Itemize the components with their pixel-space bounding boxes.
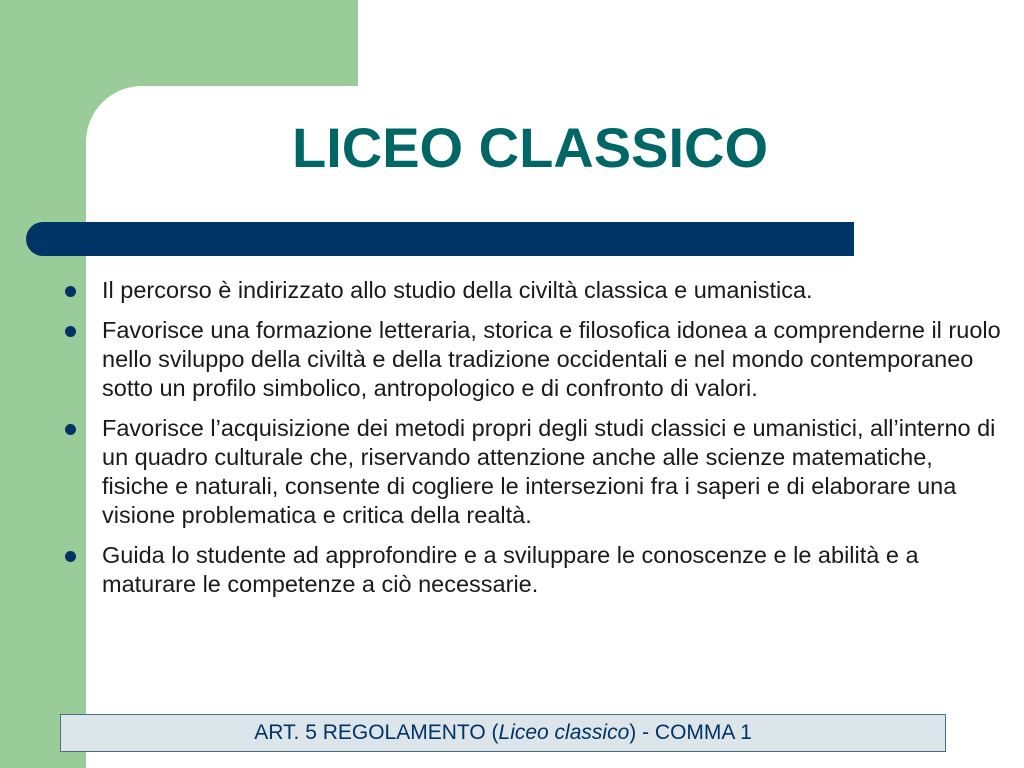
bullet-text: Il percorso è indirizzato allo studio della civiltà classica e umanistica. bbox=[102, 277, 813, 303]
bullet-text: Guida lo studente ad approfondire e a sviluppare le conoscenze e le abilità e a maturare le competenze a ciò necessarie. bbox=[102, 542, 919, 597]
bullet-icon bbox=[65, 424, 76, 435]
bullet-text: Favorisce una formazione letteraria, storica e filosofica idonea a comprenderne il ruolo nello sviluppo della civiltà e della tradizione occidentali e nel mondo contemporaneo sotto un profilo simbolico, antropologico e di confronto di valori. bbox=[102, 317, 1001, 401]
title-underline-bar bbox=[26, 222, 854, 256]
bullet-list bbox=[62, 276, 1002, 610]
bullet-text: Favorisce l’acquisizione dei metodi propri degli studi classici e umanistici, all’interno di un quadro culturale che, riservando attenzione anche alle scienze matematiche, fisiche e naturali, consente di cogliere le intersezioni fra i saperi e di elaborare una visione problematica e critica della realtà. bbox=[102, 415, 996, 528]
footer-suffix: ) - COMMA 1 bbox=[629, 721, 752, 744]
bullet-icon bbox=[65, 551, 76, 562]
bullet-icon bbox=[65, 326, 76, 337]
footer-prefix: ART. 5 REGOLAMENTO ( bbox=[254, 721, 499, 744]
footer-italic: Liceo classico bbox=[498, 721, 630, 744]
bullet-item bbox=[62, 276, 1002, 305]
bullet-item bbox=[62, 541, 1002, 599]
bullet-item bbox=[62, 316, 1002, 403]
bullet-item bbox=[62, 414, 1002, 530]
bullet-icon bbox=[65, 286, 76, 297]
footer-reference-box bbox=[60, 714, 946, 752]
slide-title: LICEO CLASSICO bbox=[291, 116, 769, 179]
